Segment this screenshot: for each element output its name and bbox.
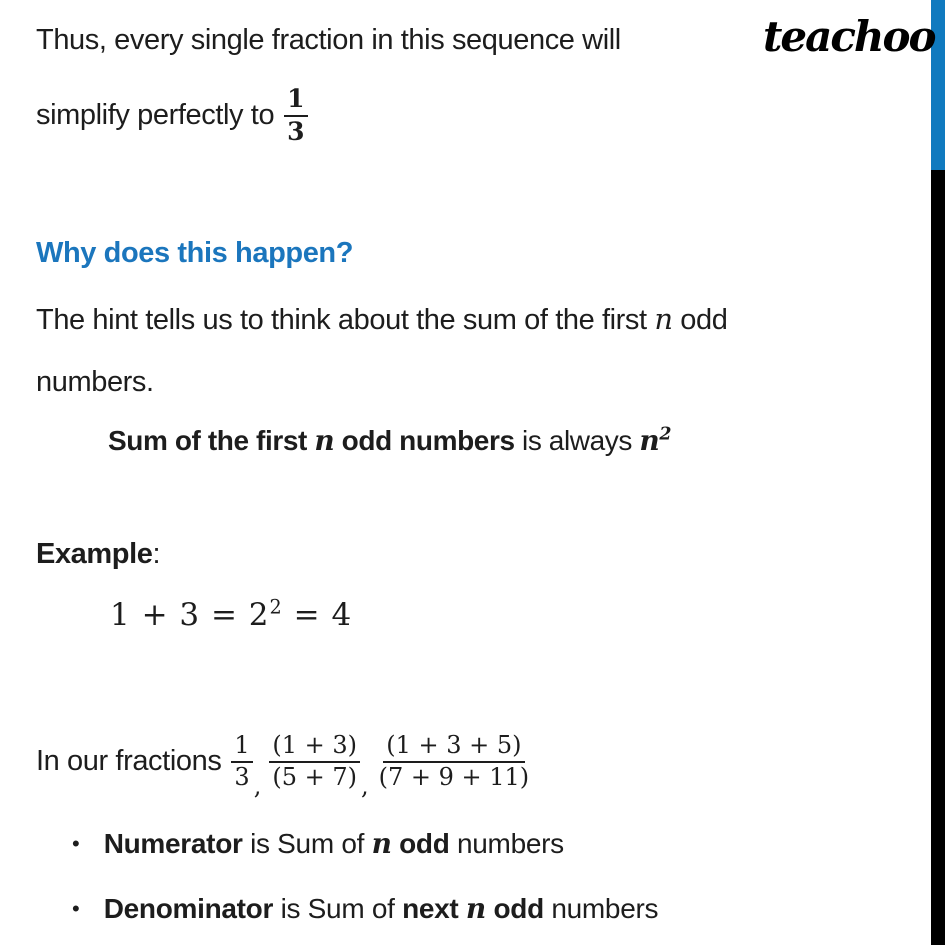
bullet-icon: •: [72, 831, 80, 856]
edge-accent-bar-black: [931, 170, 945, 945]
sum-rule-var-n-1: n: [314, 424, 335, 457]
bullet-2-text: [104, 892, 659, 925]
sum-rule-var-n-2: n: [639, 424, 660, 457]
bullet-2-regular-1: is Sum of: [273, 893, 403, 924]
bullet-1-regular-1: is Sum of: [242, 828, 372, 859]
fraction-denominator: 3: [287, 116, 305, 146]
fraction-numerator: (1 + 3): [269, 732, 360, 763]
bullet-item-numerator: [72, 827, 564, 860]
bullet-2-var-n: n: [465, 892, 486, 925]
fraction-one-third-bold: [284, 85, 307, 146]
hint-line-1-pre: The hint tells us to think about the sum of the first: [36, 304, 655, 336]
fraction-denominator: 3: [234, 762, 250, 791]
fraction-numerator: (1 + 3 + 5): [383, 732, 524, 763]
sum-rule-bold-2: odd numbers: [334, 425, 515, 456]
teachoo-logo: teachoo: [763, 12, 935, 61]
bullet-1-text: [104, 827, 564, 860]
example-label: [36, 538, 160, 571]
fraction-numerator: 1: [231, 732, 252, 763]
bullet-item-denominator: [72, 892, 658, 925]
fraction-numerator: 1: [284, 85, 307, 117]
example-colon: :: [152, 538, 161, 570]
comma-separator: ,: [253, 772, 262, 800]
example-word: Example: [36, 538, 153, 570]
equation-part-1: 1 + 3 = 2: [110, 597, 270, 633]
fraction-denominator: (7 + 9 + 11): [378, 762, 530, 791]
equation-exponent: 2: [269, 595, 283, 619]
bullet-2-bold-2: odd: [485, 893, 544, 924]
intro-line-2-text: simplify perfectly to: [36, 98, 275, 131]
hint-line-1-post: odd: [672, 304, 728, 336]
bullet-2-regular-2: numbers: [543, 893, 659, 924]
fraction-1p3-over-5p7: [269, 732, 360, 791]
intro-line-1: Thus, every single fraction in this sequence will: [36, 24, 621, 56]
comma-separator: ,: [360, 772, 369, 800]
bullet-1-bold-1: Numerator: [103, 828, 243, 859]
fraction-denominator: (5 + 7): [272, 762, 357, 791]
bullet-2-bold-1: Denominator: [103, 893, 274, 924]
sum-rule-regular: is always: [514, 425, 640, 456]
fractions-row: [36, 718, 529, 804]
bullet-icon: •: [72, 896, 80, 921]
sum-rule-line: [108, 424, 671, 457]
sum-rule-bold-1: Sum of the first: [108, 425, 315, 456]
section-heading: Why does this happen?: [36, 237, 354, 269]
hint-line-2: numbers.: [36, 366, 154, 398]
equation-part-2: = 4: [282, 597, 353, 633]
fraction-1p3p5-over-7p9p11: [379, 732, 530, 791]
hint-var-n: n: [654, 302, 673, 336]
hint-line-1: [36, 302, 727, 337]
bullet-1-var-n: n: [371, 827, 392, 860]
example-equation: [110, 597, 352, 633]
bullet-2-bold-next: next: [402, 893, 466, 924]
fractions-row-text: In our fractions: [36, 744, 222, 777]
intro-line-2: [36, 84, 308, 146]
sum-rule-exponent: 2: [659, 424, 672, 445]
fraction-1-3: [231, 732, 252, 791]
bullet-1-regular-2: numbers: [449, 828, 564, 859]
bullet-1-bold-2: odd: [391, 828, 450, 859]
